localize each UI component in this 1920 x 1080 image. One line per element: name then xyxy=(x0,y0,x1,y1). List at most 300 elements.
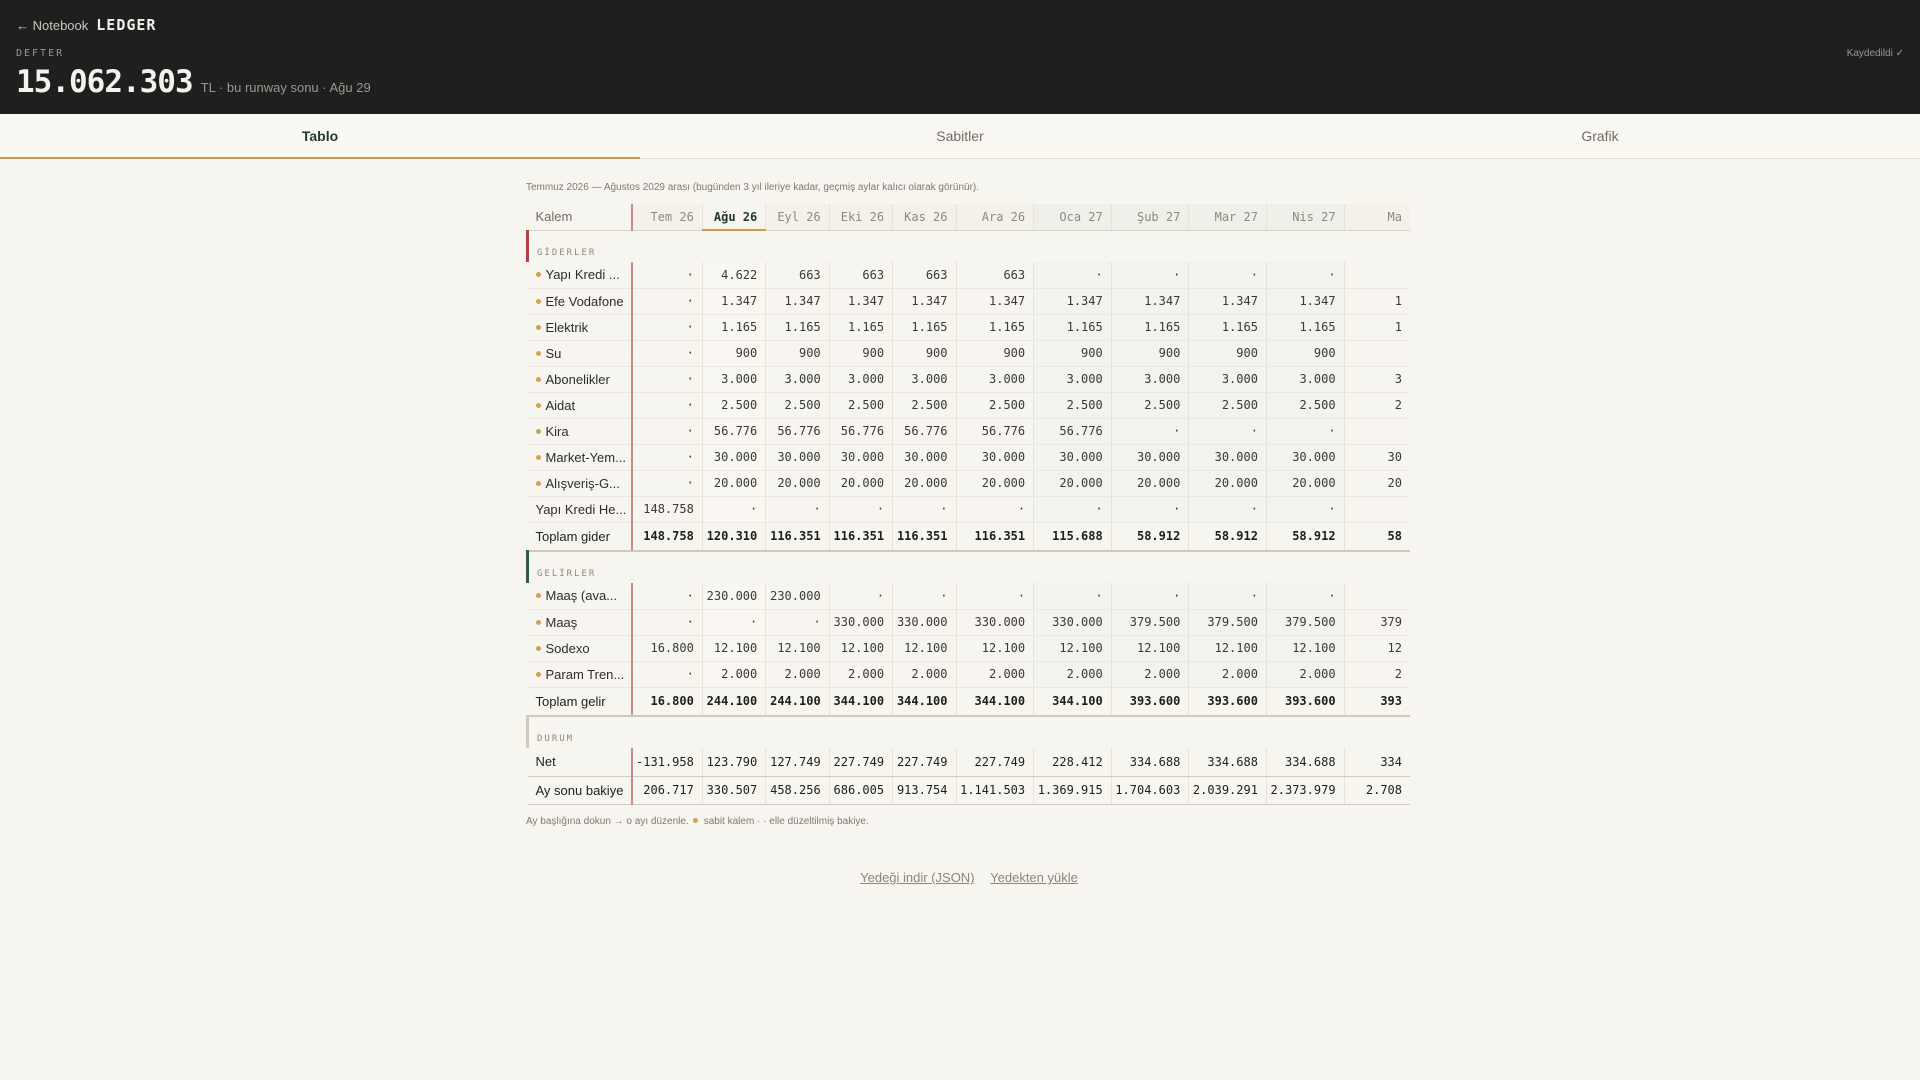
value-cell[interactable]: · xyxy=(1266,418,1344,444)
value-cell[interactable]: 1.347 xyxy=(893,288,956,314)
total-cell: 116.351 xyxy=(893,522,956,551)
value-cell[interactable]: · xyxy=(632,661,702,687)
row-label-text: Maaş xyxy=(545,614,578,630)
table-legend xyxy=(526,816,1412,827)
value-cell[interactable] xyxy=(1344,418,1410,444)
view-tabs xyxy=(0,114,1920,159)
value-cell[interactable]: · xyxy=(1034,583,1112,609)
balance-cell[interactable]: 1.141.503 xyxy=(956,776,1034,804)
value-cell[interactable]: 3.000 xyxy=(1266,366,1344,392)
value-cell[interactable]: 3.000 xyxy=(1034,366,1112,392)
total-cell: 344.100 xyxy=(829,687,892,716)
ledger-table xyxy=(526,204,1410,805)
total-cell: 344.100 xyxy=(893,687,956,716)
value-cell[interactable]: · xyxy=(1189,418,1267,444)
fixed-item-dot-icon xyxy=(536,377,541,382)
total-cell: 116.351 xyxy=(829,522,892,551)
row-label-text: Sodexo xyxy=(545,640,590,656)
value-cell[interactable]: 30.000 xyxy=(766,444,829,470)
table-row xyxy=(528,661,1411,687)
value-cell[interactable]: 2.500 xyxy=(766,392,829,418)
closing-balance-row xyxy=(528,776,1411,804)
value-cell[interactable]: 900 xyxy=(766,340,829,366)
net-cell[interactable]: 228.412 xyxy=(1034,748,1112,776)
value-cell[interactable]: 12.100 xyxy=(1189,635,1267,661)
value-cell[interactable]: 330.000 xyxy=(893,609,956,635)
value-cell[interactable]: · xyxy=(893,583,956,609)
value-cell[interactable]: 2.000 xyxy=(1111,661,1189,687)
row-label-text: Alışveriş-G... xyxy=(545,475,620,491)
value-cell[interactable]: 230.000 xyxy=(766,583,829,609)
value-cell[interactable]: · xyxy=(1266,583,1344,609)
net-cell[interactable]: 127.749 xyxy=(766,748,829,776)
total-cell: 393.600 xyxy=(1189,687,1267,716)
table-row xyxy=(528,366,1411,392)
table-row xyxy=(528,418,1411,444)
back-to-notebook-link[interactable]: ← Notebook xyxy=(16,18,89,33)
value-cell[interactable]: 663 xyxy=(829,262,892,288)
value-cell[interactable]: 379.500 xyxy=(1111,609,1189,635)
value-cell[interactable]: · xyxy=(632,392,702,418)
download-backup-link[interactable]: Yedeği indir (JSON) xyxy=(860,870,975,885)
total-row-gelir xyxy=(528,687,1411,716)
value-cell[interactable]: 2.500 xyxy=(1266,392,1344,418)
value-cell[interactable]: · xyxy=(632,583,702,609)
row-label-text: Aidat xyxy=(545,397,576,413)
value-cell[interactable]: · xyxy=(702,609,765,635)
balance-cell[interactable]: 2.373.979 xyxy=(1266,776,1344,804)
fixed-item-dot-icon xyxy=(536,455,541,460)
table-row xyxy=(528,609,1411,635)
value-cell[interactable]: 900 xyxy=(1034,340,1112,366)
value-cell[interactable]: · xyxy=(1189,496,1267,522)
app-header xyxy=(0,0,1920,114)
value-cell[interactable]: · xyxy=(632,262,702,288)
group-cell xyxy=(528,230,1411,262)
total-cell: 58.912 xyxy=(1266,522,1344,551)
row-label[interactable] xyxy=(528,661,633,687)
value-cell[interactable]: 30.000 xyxy=(893,444,956,470)
month-header[interactable]: Tem 26 xyxy=(632,204,702,230)
month-header[interactable]: Oca 27 xyxy=(1034,204,1112,230)
value-cell[interactable]: 2.000 xyxy=(893,661,956,687)
value-cell[interactable]: 1.165 xyxy=(1034,314,1112,340)
value-cell[interactable]: 379.500 xyxy=(1266,609,1344,635)
item-column-header: Kalem xyxy=(528,204,633,230)
value-cell[interactable]: 1.165 xyxy=(956,314,1034,340)
value-cell[interactable]: · xyxy=(1266,262,1344,288)
table-row xyxy=(528,583,1411,609)
value-cell[interactable] xyxy=(1344,262,1410,288)
value-cell[interactable]: 3.000 xyxy=(893,366,956,392)
value-cell[interactable]: 1 xyxy=(1344,314,1410,340)
net-cell[interactable]: 227.749 xyxy=(956,748,1034,776)
total-cell: 344.100 xyxy=(956,687,1034,716)
balance-summary xyxy=(16,64,371,100)
group-cell xyxy=(528,716,1411,748)
fixed-item-dot-icon xyxy=(536,672,541,677)
total-cell: 244.100 xyxy=(766,687,829,716)
row-label[interactable] xyxy=(528,418,633,444)
value-cell[interactable]: 56.776 xyxy=(702,418,765,444)
month-header-row xyxy=(528,204,1411,230)
value-cell[interactable] xyxy=(1344,583,1410,609)
value-cell[interactable]: · xyxy=(632,470,702,496)
fixed-item-dot-icon xyxy=(536,351,541,356)
total-cell: 393.600 xyxy=(1266,687,1344,716)
value-cell[interactable]: 1 xyxy=(1344,288,1410,314)
value-cell[interactable]: 30.000 xyxy=(1111,444,1189,470)
value-cell[interactable]: 12.100 xyxy=(766,635,829,661)
value-cell[interactable]: · xyxy=(1189,262,1267,288)
row-label[interactable] xyxy=(528,470,633,496)
value-cell[interactable]: · xyxy=(632,288,702,314)
total-label: Toplam gider xyxy=(528,522,633,551)
value-cell[interactable]: 3.000 xyxy=(702,366,765,392)
value-cell[interactable]: · xyxy=(1111,262,1189,288)
row-label-text: Market-Yem... xyxy=(545,449,626,465)
value-cell[interactable]: 900 xyxy=(1266,340,1344,366)
value-cell[interactable]: 12.100 xyxy=(1266,635,1344,661)
value-cell[interactable]: 663 xyxy=(766,262,829,288)
value-cell[interactable]: · xyxy=(632,609,702,635)
value-cell[interactable]: 3.000 xyxy=(956,366,1034,392)
value-cell[interactable]: 2.500 xyxy=(1034,392,1112,418)
value-cell[interactable]: 3.000 xyxy=(1111,366,1189,392)
group-label: GELİRLER xyxy=(537,569,597,579)
value-cell[interactable]: · xyxy=(956,496,1034,522)
value-cell[interactable]: 900 xyxy=(956,340,1034,366)
row-label[interactable] xyxy=(528,366,633,392)
group-header-gider xyxy=(528,230,1411,262)
value-cell[interactable]: 1.165 xyxy=(766,314,829,340)
balance-cell[interactable]: 913.754 xyxy=(893,776,956,804)
value-cell[interactable]: · xyxy=(632,418,702,444)
row-label[interactable] xyxy=(528,444,633,470)
value-cell[interactable]: 2.500 xyxy=(829,392,892,418)
month-header[interactable]: Kas 26 xyxy=(893,204,956,230)
month-header[interactable]: Mar 27 xyxy=(1189,204,1267,230)
month-header[interactable]: Ağu 26 xyxy=(702,204,765,230)
value-cell[interactable]: 20.000 xyxy=(893,470,956,496)
total-row-gider xyxy=(528,522,1411,551)
value-cell[interactable]: 20.000 xyxy=(1266,470,1344,496)
value-cell[interactable]: 12.100 xyxy=(702,635,765,661)
row-label-text: Su xyxy=(545,345,562,361)
total-label: Toplam gelir xyxy=(528,687,633,716)
net-cell[interactable]: 123.790 xyxy=(702,748,765,776)
value-cell[interactable]: 1.165 xyxy=(702,314,765,340)
value-cell[interactable]: 56.776 xyxy=(893,418,956,444)
value-cell[interactable]: 230.000 xyxy=(702,583,765,609)
table-row xyxy=(528,340,1411,366)
value-cell[interactable]: 2.000 xyxy=(702,661,765,687)
net-cell[interactable]: 334.688 xyxy=(1266,748,1344,776)
value-cell[interactable]: 3.000 xyxy=(829,366,892,392)
value-cell[interactable]: 16.800 xyxy=(632,635,702,661)
value-cell[interactable]: 2 xyxy=(1344,661,1410,687)
total-cell: 344.100 xyxy=(1034,687,1112,716)
value-cell[interactable]: 2.000 xyxy=(956,661,1034,687)
fixed-item-dot-icon xyxy=(536,593,541,598)
value-cell[interactable]: 12.100 xyxy=(956,635,1034,661)
value-cell[interactable]: 2.500 xyxy=(702,392,765,418)
total-cell: 244.100 xyxy=(702,687,765,716)
value-cell[interactable]: 20 xyxy=(1344,470,1410,496)
value-cell[interactable]: · xyxy=(1034,496,1112,522)
value-cell[interactable]: 56.776 xyxy=(956,418,1034,444)
row-label[interactable] xyxy=(528,496,633,522)
balance-cell[interactable]: 1.704.603 xyxy=(1111,776,1189,804)
value-cell[interactable]: 1.347 xyxy=(1189,288,1267,314)
value-cell[interactable]: · xyxy=(1266,496,1344,522)
value-cell[interactable]: 3.000 xyxy=(766,366,829,392)
net-cell[interactable]: 334.688 xyxy=(1189,748,1267,776)
value-cell[interactable]: 20.000 xyxy=(702,470,765,496)
value-cell[interactable]: 1.347 xyxy=(702,288,765,314)
group-label: DURUM xyxy=(537,734,575,744)
value-cell[interactable]: · xyxy=(829,583,892,609)
value-cell[interactable]: 20.000 xyxy=(1034,470,1112,496)
month-header[interactable]: Ara 26 xyxy=(956,204,1034,230)
value-cell[interactable]: · xyxy=(1111,418,1189,444)
value-cell[interactable]: 1.347 xyxy=(1034,288,1112,314)
value-cell[interactable]: 379.500 xyxy=(1189,609,1267,635)
value-cell[interactable]: · xyxy=(766,496,829,522)
month-header[interactable]: Eyl 26 xyxy=(766,204,829,230)
value-cell[interactable]: 900 xyxy=(702,340,765,366)
value-cell[interactable]: 30.000 xyxy=(1034,444,1112,470)
value-cell[interactable]: · xyxy=(632,340,702,366)
value-cell[interactable]: 12 xyxy=(1344,635,1410,661)
header-title-row xyxy=(16,16,156,34)
value-cell[interactable]: · xyxy=(632,366,702,392)
tab-grafik[interactable]: Grafik xyxy=(1581,128,1619,144)
row-label[interactable] xyxy=(528,583,633,609)
save-status: Kaydedildi ✓ xyxy=(1846,48,1904,59)
group-label: GİDERLER xyxy=(537,248,597,258)
group-cell xyxy=(528,551,1411,583)
value-cell[interactable]: · xyxy=(1034,262,1112,288)
fixed-item-dot-icon xyxy=(536,325,541,330)
value-cell[interactable]: 2.000 xyxy=(1189,661,1267,687)
value-cell[interactable]: 1.165 xyxy=(1266,314,1344,340)
value-cell[interactable]: 20.000 xyxy=(1189,470,1267,496)
net-row xyxy=(528,748,1411,776)
total-cell: 116.351 xyxy=(766,522,829,551)
value-cell[interactable] xyxy=(1344,340,1410,366)
value-cell[interactable]: 30.000 xyxy=(956,444,1034,470)
month-header[interactable]: Nis 27 xyxy=(1266,204,1344,230)
value-cell[interactable]: 1.347 xyxy=(1266,288,1344,314)
value-cell[interactable]: · xyxy=(1111,583,1189,609)
fixed-item-dot-icon xyxy=(536,403,541,408)
tab-sabitler[interactable]: Sabitler xyxy=(936,128,984,144)
value-cell[interactable]: 900 xyxy=(829,340,892,366)
fixed-item-dot-icon xyxy=(536,272,541,277)
value-cell[interactable]: 1.347 xyxy=(956,288,1034,314)
total-cell: 58.912 xyxy=(1189,522,1267,551)
value-cell[interactable]: 56.776 xyxy=(829,418,892,444)
value-cell[interactable]: 1.165 xyxy=(1189,314,1267,340)
value-cell[interactable]: 900 xyxy=(1111,340,1189,366)
value-cell[interactable]: 4.622 xyxy=(702,262,765,288)
value-cell[interactable]: · xyxy=(956,583,1034,609)
value-cell[interactable]: 1.347 xyxy=(766,288,829,314)
value-cell[interactable]: · xyxy=(829,496,892,522)
row-label[interactable] xyxy=(528,340,633,366)
row-label-text: Param Tren... xyxy=(545,666,625,682)
table-row xyxy=(528,444,1411,470)
value-cell[interactable]: 30 xyxy=(1344,444,1410,470)
value-cell[interactable]: 3 xyxy=(1344,366,1410,392)
fixed-item-dot-icon xyxy=(536,429,541,434)
total-cell: 16.800 xyxy=(632,687,702,716)
row-label[interactable] xyxy=(528,635,633,661)
value-cell[interactable]: 12.100 xyxy=(893,635,956,661)
row-label[interactable] xyxy=(528,262,633,288)
value-cell[interactable]: · xyxy=(1111,496,1189,522)
value-cell[interactable]: 20.000 xyxy=(956,470,1034,496)
ledger-table-scroll[interactable] xyxy=(526,204,1410,805)
table-row xyxy=(528,314,1411,340)
balance-cell[interactable]: 2.708 xyxy=(1344,776,1410,804)
value-cell[interactable]: 2.000 xyxy=(766,661,829,687)
value-cell[interactable]: · xyxy=(893,496,956,522)
balance-cell[interactable]: 2.039.291 xyxy=(1189,776,1267,804)
table-row xyxy=(528,262,1411,288)
value-cell[interactable]: 12.100 xyxy=(829,635,892,661)
balance-cell[interactable]: 206.717 xyxy=(632,776,702,804)
total-cell: 148.758 xyxy=(632,522,702,551)
row-label[interactable] xyxy=(528,314,633,340)
value-cell[interactable]: · xyxy=(1189,583,1267,609)
row-label[interactable] xyxy=(528,392,633,418)
value-cell[interactable]: 1.165 xyxy=(1111,314,1189,340)
value-cell[interactable]: 330.000 xyxy=(1034,609,1112,635)
total-cell: 115.688 xyxy=(1034,522,1112,551)
status-label: Net xyxy=(528,748,633,776)
row-label-text: Abonelikler xyxy=(545,371,610,387)
row-label-text: Yapı Kredi ... xyxy=(545,267,620,283)
total-cell: 116.351 xyxy=(956,522,1034,551)
value-cell[interactable]: 1.165 xyxy=(893,314,956,340)
balance-caption: TL · bu runway sonu · Ağu 29 xyxy=(200,80,371,95)
group-header-gelir xyxy=(528,551,1411,583)
value-cell[interactable]: 330.000 xyxy=(956,609,1034,635)
month-header[interactable]: Eki 26 xyxy=(829,204,892,230)
ledger-content xyxy=(526,182,1412,885)
value-cell[interactable]: 148.758 xyxy=(632,496,702,522)
month-header[interactable]: Ma xyxy=(1344,204,1410,230)
row-label[interactable] xyxy=(528,609,633,635)
fixed-item-dot-icon xyxy=(693,818,698,823)
value-cell[interactable]: 900 xyxy=(893,340,956,366)
table-row xyxy=(528,392,1411,418)
value-cell[interactable]: 2.000 xyxy=(829,661,892,687)
net-cell[interactable]: 227.749 xyxy=(893,748,956,776)
value-cell[interactable]: 2 xyxy=(1344,392,1410,418)
table-row xyxy=(528,288,1411,314)
value-cell[interactable]: · xyxy=(766,609,829,635)
net-cell[interactable]: 227.749 xyxy=(829,748,892,776)
month-header[interactable]: Şub 27 xyxy=(1111,204,1189,230)
table-row xyxy=(528,496,1411,522)
status-label: Ay sonu bakiye xyxy=(528,776,633,804)
value-cell[interactable]: 20.000 xyxy=(829,470,892,496)
value-cell[interactable]: 12.100 xyxy=(1111,635,1189,661)
row-label-text: Elektrik xyxy=(545,319,589,335)
restore-backup-link[interactable]: Yedekten yükle xyxy=(990,870,1078,885)
value-cell[interactable]: 2.000 xyxy=(1034,661,1112,687)
value-cell[interactable]: 2.500 xyxy=(1111,392,1189,418)
total-cell: 58.912 xyxy=(1111,522,1189,551)
app-name: LEDGER xyxy=(96,16,157,34)
balance-cell[interactable]: 686.005 xyxy=(829,776,892,804)
value-cell[interactable]: 56.776 xyxy=(1034,418,1112,444)
value-cell[interactable]: 663 xyxy=(893,262,956,288)
backup-actions xyxy=(526,870,1412,885)
value-cell[interactable]: 2.500 xyxy=(1189,392,1267,418)
value-cell[interactable]: 30.000 xyxy=(829,444,892,470)
value-cell[interactable]: 3.000 xyxy=(1189,366,1267,392)
value-cell[interactable]: · xyxy=(702,496,765,522)
value-cell[interactable]: 20.000 xyxy=(1111,470,1189,496)
total-cell: 393 xyxy=(1344,687,1410,716)
net-cell[interactable]: 334.688 xyxy=(1111,748,1189,776)
fixed-item-dot-icon xyxy=(536,481,541,486)
runway-balance: 15.062.303 xyxy=(16,64,193,100)
value-cell[interactable]: 30.000 xyxy=(1189,444,1267,470)
group-header-durum xyxy=(528,716,1411,748)
value-cell[interactable]: 663 xyxy=(956,262,1034,288)
value-cell[interactable]: 2.500 xyxy=(893,392,956,418)
fixed-item-dot-icon xyxy=(536,620,541,625)
balance-cell[interactable]: 330.507 xyxy=(702,776,765,804)
value-cell[interactable]: 1.347 xyxy=(829,288,892,314)
value-cell[interactable]: 1.165 xyxy=(829,314,892,340)
value-cell[interactable]: 330.000 xyxy=(829,609,892,635)
balance-cell[interactable]: 458.256 xyxy=(766,776,829,804)
value-cell[interactable]: · xyxy=(632,444,702,470)
total-cell: 393.600 xyxy=(1111,687,1189,716)
value-cell[interactable] xyxy=(1344,496,1410,522)
row-label-text: Maaş (ava... xyxy=(545,588,618,604)
balance-cell[interactable]: 1.369.915 xyxy=(1034,776,1112,804)
total-cell: 58 xyxy=(1344,522,1410,551)
value-cell[interactable]: 2.000 xyxy=(1266,661,1344,687)
fixed-item-dot-icon xyxy=(536,646,541,651)
row-label-text: Yapı Kredi He... xyxy=(535,501,627,517)
value-cell[interactable]: 1.347 xyxy=(1111,288,1189,314)
tab-tablo[interactable]: Tablo xyxy=(0,114,640,158)
range-note: Temmuz 2026 — Ağustos 2029 arası (bugünden 3 yıl ileriye kadar, geçmiş aylar kalıcı olarak görünür). xyxy=(526,182,980,193)
value-cell[interactable]: 20.000 xyxy=(766,470,829,496)
value-cell[interactable]: 12.100 xyxy=(1034,635,1112,661)
net-cell[interactable]: -131.958 xyxy=(632,748,702,776)
value-cell[interactable]: 2.500 xyxy=(956,392,1034,418)
net-cell[interactable]: 334 xyxy=(1344,748,1410,776)
row-label-text: Efe Vodafone xyxy=(545,293,624,309)
value-cell[interactable]: 30.000 xyxy=(1266,444,1344,470)
value-cell[interactable]: · xyxy=(632,314,702,340)
value-cell[interactable]: 900 xyxy=(1189,340,1267,366)
row-label[interactable] xyxy=(528,288,633,314)
value-cell[interactable]: 56.776 xyxy=(766,418,829,444)
section-label: DEFTER xyxy=(16,48,65,59)
value-cell[interactable]: 30.000 xyxy=(702,444,765,470)
value-cell[interactable]: 379 xyxy=(1344,609,1410,635)
